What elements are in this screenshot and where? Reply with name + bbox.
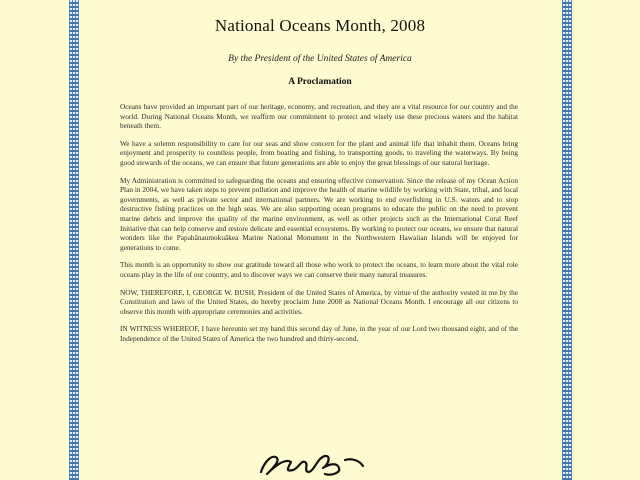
signature-image	[255, 440, 375, 480]
proclamation-body	[120, 102, 518, 351]
paragraph-1: Oceans have provided an important part of our heritage, economy, and recreation, and they are a vital resource for our country and the world. During National Oceans Month, we reaffirm our commitment to protect and wisely use these precious waters and the habitat beneath them.	[120, 102, 518, 131]
document-title: National Oceans Month, 2008	[214, 16, 426, 35]
decorative-border-left	[69, 0, 79, 480]
proclamation-heading: A Proclamation	[288, 77, 352, 87]
paragraph-4: This month is an opportunity to show our gratitude toward all those who work to protect the oceans, to learn more about the vital role oceans play in the life of our country, and to discover ways we can conserve their many natural treasures.	[120, 260, 518, 279]
byline: By the President of the United States of America	[228, 54, 412, 64]
paragraph-5: NOW, THEREFORE, I, GEORGE W. BUSH, President of the United States of America, by virtue of the authority vested in me by the Constitution and laws of the United States, do hereby proclaim June 2008 as National Oceans Month. I encourage all our citizens to observe this month with appropriate ceremonies and activities.	[120, 287, 518, 316]
paragraph-6: IN WITNESS WHEREOF, I have hereunto set my hand this second day of June, in the year of our Lord two thousand eight, and of the Independence of the United States of America the two hundred and thirty-second.	[120, 324, 518, 343]
proclamation-page	[90, 0, 550, 480]
paragraph-2: We have a solemn responsibility to care for our seas and show concern for the plant and animal life that inhabit them. Oceans bring enjoyment and prosperity to countless people, from boating and fishing, to transporting goods, to traveling the waterways. By being good stewards of the oceans, we can ensure that future generations are able to enjoy the great blessings of our natural heritage.	[120, 138, 518, 167]
decorative-border-right	[562, 0, 572, 480]
paragraph-3: My Administration is committed to safeguarding the oceans and ensuring effective conservation. Since the release of my Ocean Action Plan in 2004, we have taken steps to prevent pollution and improve the health of marine wildlife by working with State, tribal, and local governments, as well as private sector and international partners. We are working to end overfishing in U.S. waters and to stop destructive fishing practices on the high seas. We are also supporting ocean programs to educate the public on the need to prevent marine debris and improve the quality of the marine environment, as well as other projects such as the International Coral Reef Initiative that can help conserve and restore delicate and essential ecosystems. By working to protect our oceans, we ensure that natural wonders like the Papahānaumokuākea Marine National Monument in the Northwestern Hawaiian Islands will be enjoyed for generations to come.	[120, 175, 518, 252]
